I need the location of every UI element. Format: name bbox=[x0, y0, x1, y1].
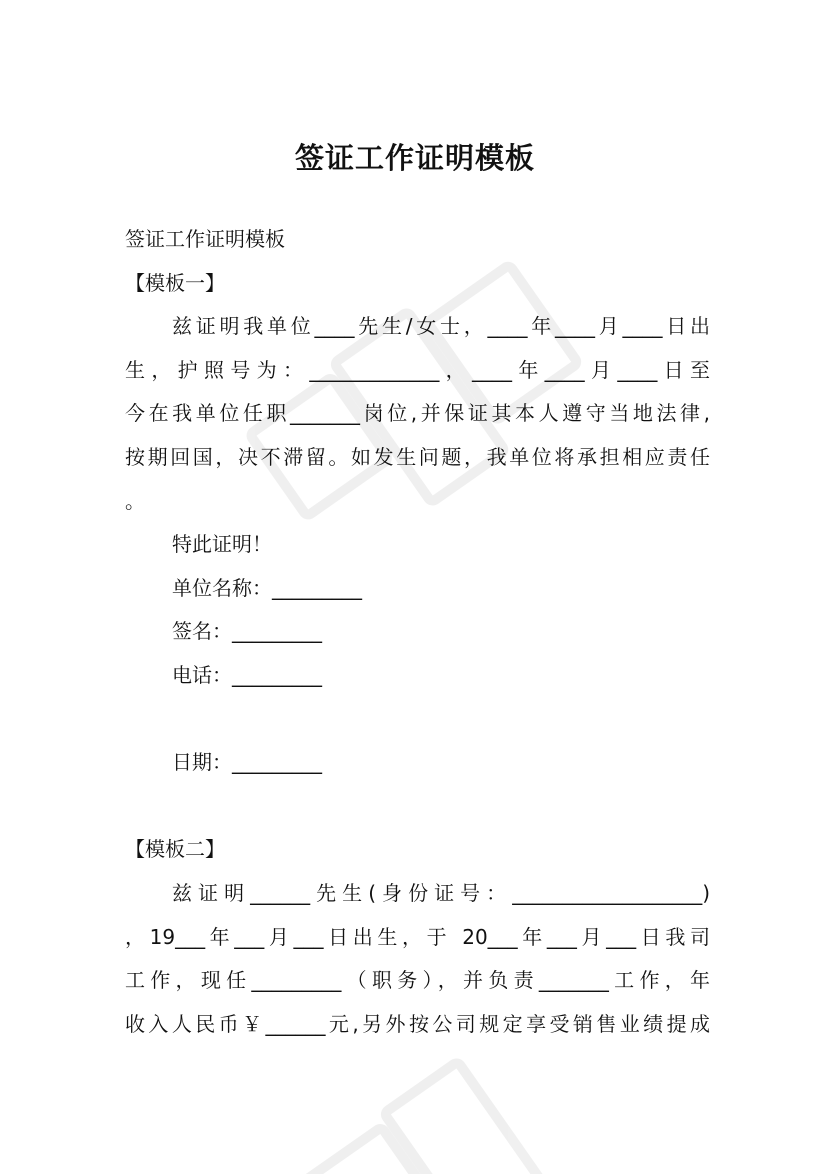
template2-paragraph bbox=[125, 872, 710, 1046]
company-name-field: 单位名称：_________ bbox=[172, 575, 362, 600]
watermark-mark bbox=[377, 1055, 562, 1174]
paragraph-line: 工作，现任_________（职务），并负责_______工作，年 bbox=[125, 968, 710, 993]
closing-statement: 特此证明！ bbox=[172, 532, 272, 557]
spacer bbox=[125, 698, 710, 742]
paragraph-line: 生，护照号为：_____________，____年____月____日至 bbox=[125, 357, 710, 382]
document-title: 签证工作证明模板 bbox=[294, 141, 535, 175]
watermark-mark bbox=[293, 1120, 446, 1174]
date-field: 日期：_________ bbox=[172, 750, 322, 775]
template1-heading: 【模板一】 bbox=[125, 270, 225, 295]
template1-paragraph bbox=[125, 305, 710, 523]
phone-field: 电话：_________ bbox=[172, 662, 322, 687]
paragraph-line: 收入人民币￥______元,另外按公司规定享受销售业绩提成 bbox=[125, 1011, 710, 1036]
paragraph-line: ，19___年___月___日出生，于 20___年___月___日我司 bbox=[125, 924, 710, 949]
template2-heading: 【模板二】 bbox=[125, 837, 225, 862]
paragraph-line: 今在我单位任职_______岗位,并保证其本人遵守当地法律, bbox=[125, 401, 710, 426]
paragraph-line: 兹证明______先生(身份证号：___________________) bbox=[172, 880, 710, 905]
paragraph-line: 按期回国，决不滞留。如发生问题，我单位将承担相应责任 bbox=[125, 444, 710, 469]
document-subtitle: 签证工作证明模板 bbox=[125, 227, 285, 251]
spacer bbox=[125, 785, 710, 829]
document-body bbox=[125, 218, 710, 1046]
paragraph-line: 兹证明我单位____先生/女士，____年____月____日出 bbox=[172, 314, 710, 339]
paragraph-line: 。 bbox=[125, 488, 145, 513]
signature-field: 签名：_________ bbox=[172, 619, 322, 644]
